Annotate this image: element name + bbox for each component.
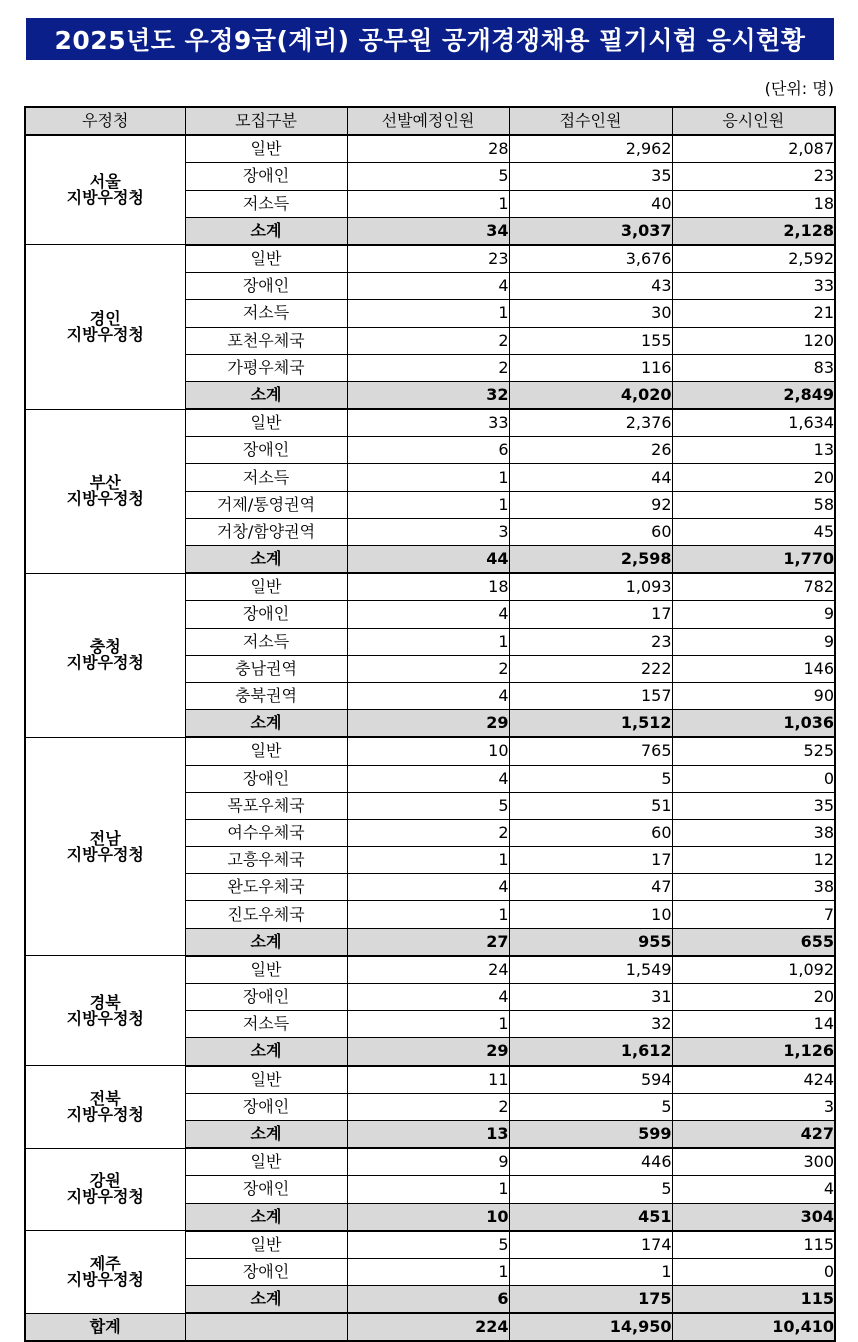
subtotal-label: 소계 (185, 1120, 347, 1148)
region-name-line1: 서울 (89, 172, 121, 192)
category-cell: 충남권역 (185, 655, 347, 682)
value-cell: 0 (672, 765, 835, 792)
value-cell: 1,549 (509, 956, 672, 984)
region-name-line2: 지방우정청 (66, 1008, 144, 1028)
value-cell: 4 (347, 601, 509, 628)
subtotal-value: 3,037 (509, 217, 672, 245)
category-cell: 일반 (185, 135, 347, 163)
value-cell: 9 (672, 601, 835, 628)
value-cell: 21 (672, 300, 835, 327)
value-cell: 31 (509, 984, 672, 1011)
category-cell: 장애인 (185, 601, 347, 628)
value-cell: 782 (672, 573, 835, 601)
value-cell: 10 (347, 737, 509, 765)
value-cell: 28 (347, 135, 509, 163)
value-cell: 174 (509, 1231, 672, 1259)
total-value: 14,950 (509, 1313, 672, 1341)
table-row (25, 1066, 835, 1094)
value-cell: 1 (347, 1176, 509, 1203)
value-cell: 1 (347, 1258, 509, 1285)
region-name (25, 1148, 185, 1231)
total-value: 10,410 (672, 1313, 835, 1341)
subtotal-value: 4,020 (509, 381, 672, 409)
value-cell: 17 (509, 847, 672, 874)
value-cell: 20 (672, 464, 835, 491)
subtotal-value: 304 (672, 1203, 835, 1231)
value-cell: 51 (509, 792, 672, 819)
category-cell: 일반 (185, 573, 347, 601)
category-cell: 저소득 (185, 300, 347, 327)
value-cell: 1 (347, 491, 509, 518)
value-cell: 1 (347, 628, 509, 655)
unit-label: (단위: 명) (764, 79, 834, 98)
value-cell: 2,087 (672, 135, 835, 163)
subtotal-value: 1,036 (672, 710, 835, 738)
subtotal-label: 소계 (185, 1203, 347, 1231)
value-cell: 58 (672, 491, 835, 518)
category-cell: 거창/함양권역 (185, 518, 347, 545)
subtotal-value: 1,770 (672, 546, 835, 574)
category-cell: 장애인 (185, 984, 347, 1011)
value-cell: 3 (672, 1093, 835, 1120)
value-cell: 5 (347, 1231, 509, 1259)
value-cell: 3 (347, 518, 509, 545)
value-cell: 5 (509, 765, 672, 792)
category-cell: 일반 (185, 956, 347, 984)
value-cell: 1,092 (672, 956, 835, 984)
category-cell: 고흥우체국 (185, 847, 347, 874)
subtotal-value: 10 (347, 1203, 509, 1231)
applicant-table (24, 106, 836, 1342)
subtotal-value: 13 (347, 1120, 509, 1148)
value-cell: 35 (509, 163, 672, 190)
value-cell: 4 (347, 765, 509, 792)
value-cell: 30 (509, 300, 672, 327)
header-cell: 선발예정인원 (347, 107, 509, 135)
subtotal-label: 소계 (185, 217, 347, 245)
subtotal-value: 32 (347, 381, 509, 409)
table-row (25, 245, 835, 273)
header-cell: 접수인원 (509, 107, 672, 135)
value-cell: 4 (347, 984, 509, 1011)
value-cell: 2 (347, 819, 509, 846)
value-cell: 1 (347, 847, 509, 874)
value-cell: 1,093 (509, 573, 672, 601)
total-empty-cell (185, 1313, 347, 1341)
value-cell: 9 (672, 628, 835, 655)
subtotal-label: 소계 (185, 1038, 347, 1066)
value-cell: 0 (672, 1258, 835, 1285)
value-cell: 1 (347, 300, 509, 327)
value-cell: 2 (347, 354, 509, 381)
subtotal-value: 655 (672, 928, 835, 956)
value-cell: 5 (509, 1093, 672, 1120)
subtotal-value: 29 (347, 710, 509, 738)
value-cell: 7 (672, 901, 835, 928)
value-cell: 33 (347, 409, 509, 437)
value-cell: 1 (509, 1258, 672, 1285)
subtotal-value: 115 (672, 1286, 835, 1314)
category-cell: 장애인 (185, 1176, 347, 1203)
value-cell: 765 (509, 737, 672, 765)
subtotal-value: 2,849 (672, 381, 835, 409)
category-cell: 저소득 (185, 464, 347, 491)
region-name (25, 245, 185, 409)
region-name-line1: 전북 (89, 1088, 121, 1108)
subtotal-value: 27 (347, 928, 509, 956)
table-row (25, 1231, 835, 1259)
value-cell: 157 (509, 682, 672, 709)
total-row (25, 1313, 835, 1341)
value-cell: 146 (672, 655, 835, 682)
subtotal-value: 1,612 (509, 1038, 672, 1066)
total-value: 224 (347, 1313, 509, 1341)
value-cell: 26 (509, 437, 672, 464)
value-cell: 90 (672, 682, 835, 709)
value-cell: 35 (672, 792, 835, 819)
region-name-line2: 지방우정청 (66, 1187, 144, 1207)
value-cell: 594 (509, 1066, 672, 1094)
value-cell: 40 (509, 190, 672, 217)
table-row (25, 956, 835, 984)
value-cell: 60 (509, 518, 672, 545)
subtotal-label: 소계 (185, 928, 347, 956)
region-name-line1: 경인 (89, 309, 121, 328)
value-cell: 11 (347, 1066, 509, 1094)
value-cell: 116 (509, 354, 672, 381)
value-cell: 23 (672, 163, 835, 190)
value-cell: 24 (347, 956, 509, 984)
subtotal-value: 6 (347, 1286, 509, 1314)
subtotal-value: 1,126 (672, 1038, 835, 1066)
category-cell: 목포우체국 (185, 792, 347, 819)
category-cell: 완도우체국 (185, 874, 347, 901)
value-cell: 18 (672, 190, 835, 217)
header-cell: 우정청 (25, 107, 185, 135)
table-row (25, 737, 835, 765)
region-name (25, 1231, 185, 1314)
table-row (25, 409, 835, 437)
subtotal-label: 소계 (185, 381, 347, 409)
value-cell: 23 (509, 628, 672, 655)
category-cell: 일반 (185, 409, 347, 437)
value-cell: 1 (347, 464, 509, 491)
value-cell: 2,592 (672, 245, 835, 273)
value-cell: 525 (672, 737, 835, 765)
value-cell: 23 (347, 245, 509, 273)
value-cell: 424 (672, 1066, 835, 1094)
total-label: 합계 (25, 1313, 185, 1341)
value-cell: 2 (347, 1093, 509, 1120)
subtotal-label: 소계 (185, 1286, 347, 1314)
value-cell: 4 (672, 1176, 835, 1203)
value-cell: 2,962 (509, 135, 672, 163)
region-name-line1: 부산 (89, 473, 121, 493)
value-cell: 2,376 (509, 409, 672, 437)
region-name (25, 1066, 185, 1149)
category-cell: 포천우체국 (185, 327, 347, 354)
value-cell: 155 (509, 327, 672, 354)
value-cell: 222 (509, 655, 672, 682)
region-name-line2: 지방우정청 (66, 188, 144, 208)
subtotal-value: 44 (347, 546, 509, 574)
value-cell: 14 (672, 1011, 835, 1038)
category-cell: 일반 (185, 1148, 347, 1176)
value-cell: 1 (347, 190, 509, 217)
region-name-line2: 지방우정청 (66, 1104, 144, 1124)
subtotal-value: 599 (509, 1120, 672, 1148)
subtotal-value: 175 (509, 1286, 672, 1314)
category-cell: 거제/통영권역 (185, 491, 347, 518)
subtotal-value: 451 (509, 1203, 672, 1231)
value-cell: 1 (347, 901, 509, 928)
category-cell: 일반 (185, 245, 347, 273)
value-cell: 4 (347, 682, 509, 709)
subtotal-value: 1,512 (509, 710, 672, 738)
value-cell: 47 (509, 874, 672, 901)
value-cell: 4 (347, 874, 509, 901)
subtotal-value: 955 (509, 928, 672, 956)
value-cell: 1 (347, 1011, 509, 1038)
region-name-line1: 충청 (89, 637, 121, 657)
category-cell: 장애인 (185, 1093, 347, 1120)
value-cell: 92 (509, 491, 672, 518)
category-cell: 저소득 (185, 190, 347, 217)
page-title: 2025년도 우정9급(계리) 공무원 공개경쟁채용 필기시험 응시현황 (26, 18, 834, 60)
subtotal-value: 29 (347, 1038, 509, 1066)
region-name-line1: 경북 (89, 992, 121, 1012)
region-name-line2: 지방우정청 (66, 844, 144, 864)
value-cell: 5 (509, 1176, 672, 1203)
value-cell: 12 (672, 847, 835, 874)
value-cell: 300 (672, 1148, 835, 1176)
value-cell: 17 (509, 601, 672, 628)
value-cell: 9 (347, 1148, 509, 1176)
region-name-line2: 지방우정청 (66, 653, 144, 673)
subtotal-value: 2,598 (509, 546, 672, 574)
category-cell: 장애인 (185, 163, 347, 190)
category-cell: 장애인 (185, 437, 347, 464)
value-cell: 33 (672, 273, 835, 300)
region-name (25, 573, 185, 737)
region-name-line2: 지방우정청 (66, 1269, 144, 1289)
header-row (25, 107, 835, 135)
table-body (25, 135, 835, 1341)
region-name (25, 409, 185, 573)
region-name-line1: 전남 (89, 828, 121, 848)
value-cell: 20 (672, 984, 835, 1011)
value-cell: 83 (672, 354, 835, 381)
value-cell: 10 (509, 901, 672, 928)
value-cell: 1,634 (672, 409, 835, 437)
subtotal-label: 소계 (185, 710, 347, 738)
value-cell: 18 (347, 573, 509, 601)
value-cell: 43 (509, 273, 672, 300)
subtotal-label: 소계 (185, 546, 347, 574)
value-cell: 6 (347, 437, 509, 464)
value-cell: 60 (509, 819, 672, 846)
value-cell: 38 (672, 874, 835, 901)
category-cell: 진도우체국 (185, 901, 347, 928)
subtotal-value: 2,128 (672, 217, 835, 245)
category-cell: 저소득 (185, 1011, 347, 1038)
category-cell: 장애인 (185, 765, 347, 792)
category-cell: 일반 (185, 1231, 347, 1259)
category-cell: 장애인 (185, 1258, 347, 1285)
region-name-line2: 지방우정청 (66, 325, 144, 344)
region-name (25, 956, 185, 1066)
value-cell: 4 (347, 273, 509, 300)
category-cell: 저소득 (185, 628, 347, 655)
category-cell: 여수우체국 (185, 819, 347, 846)
region-name-line1: 제주 (89, 1253, 121, 1273)
category-cell: 일반 (185, 1066, 347, 1094)
value-cell: 115 (672, 1231, 835, 1259)
region-name-line1: 강원 (89, 1171, 121, 1191)
category-cell: 가평우체국 (185, 354, 347, 381)
value-cell: 45 (672, 518, 835, 545)
value-cell: 32 (509, 1011, 672, 1038)
table-row (25, 135, 835, 163)
table-row (25, 573, 835, 601)
category-cell: 일반 (185, 737, 347, 765)
value-cell: 446 (509, 1148, 672, 1176)
region-name-line2: 지방우정청 (66, 489, 144, 509)
value-cell: 120 (672, 327, 835, 354)
region-name (25, 135, 185, 245)
table-row (25, 1148, 835, 1176)
value-cell: 5 (347, 163, 509, 190)
value-cell: 44 (509, 464, 672, 491)
value-cell: 13 (672, 437, 835, 464)
region-name (25, 737, 185, 956)
subtotal-value: 34 (347, 217, 509, 245)
category-cell: 장애인 (185, 273, 347, 300)
value-cell: 5 (347, 792, 509, 819)
subtotal-value: 427 (672, 1120, 835, 1148)
category-cell: 충북권역 (185, 682, 347, 709)
value-cell: 2 (347, 655, 509, 682)
header-cell: 모집구분 (185, 107, 347, 135)
value-cell: 2 (347, 327, 509, 354)
value-cell: 38 (672, 819, 835, 846)
value-cell: 3,676 (509, 245, 672, 273)
header-cell: 응시인원 (672, 107, 835, 135)
